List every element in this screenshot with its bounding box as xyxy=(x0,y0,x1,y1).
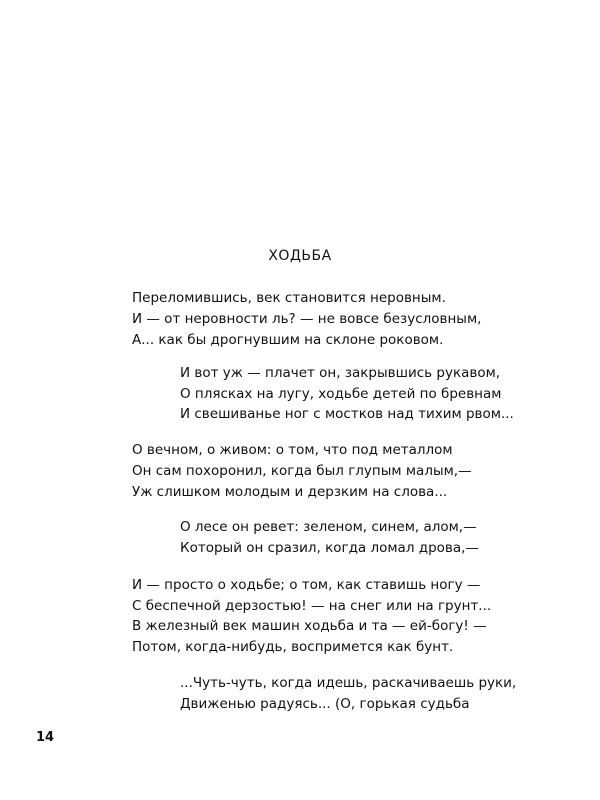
poem-line: Который он сразил, когда ломал дрова,— xyxy=(180,540,479,556)
poem-line: И — от неровности ль? — не вовсе безусловным, xyxy=(132,311,482,327)
poem-line: Уж слишком молодым и дерзким на слова... xyxy=(132,484,448,500)
poem-line: Он сам похоронил, когда был глупым малым,— xyxy=(132,463,472,479)
poem-title: ХОДЬБА xyxy=(268,248,332,264)
poem-line: С беспечной дерзостью! — на снег или на грунт... xyxy=(132,598,492,614)
poem-line: Движенью радуясь... (О, горькая судьба xyxy=(180,696,470,712)
poem-line: И свешиванье ног с мостков над тихим рвом... xyxy=(180,406,514,422)
poem-line: О лесе он ревет: зеленом, синем, алом,— xyxy=(180,519,477,535)
poem-line: О вечном, о живом: о том, что под металлом xyxy=(132,442,453,458)
poem-line: И — просто о ходьбе; о том, как ставишь ногу — xyxy=(132,577,481,593)
poem-line: А... как бы дрогнувшим на склоне роковом. xyxy=(132,332,444,348)
poem-line: И вот уж — плачет он, закрывшись рукавом, xyxy=(180,365,501,381)
page-number: 14 xyxy=(36,730,55,745)
poem-line: О плясках на лугу, ходьбе детей по бревнам xyxy=(180,386,502,402)
poem-line: Потом, когда-нибудь, воспримется как бунт. xyxy=(132,639,454,655)
poem-line: В железный век машин ходьба и та — ей-богу! — xyxy=(132,618,487,634)
poem-line: ...Чуть-чуть, когда идешь, раскачиваешь руки, xyxy=(180,675,517,691)
poem-line: Переломившись, век становится неровным. xyxy=(132,290,446,306)
